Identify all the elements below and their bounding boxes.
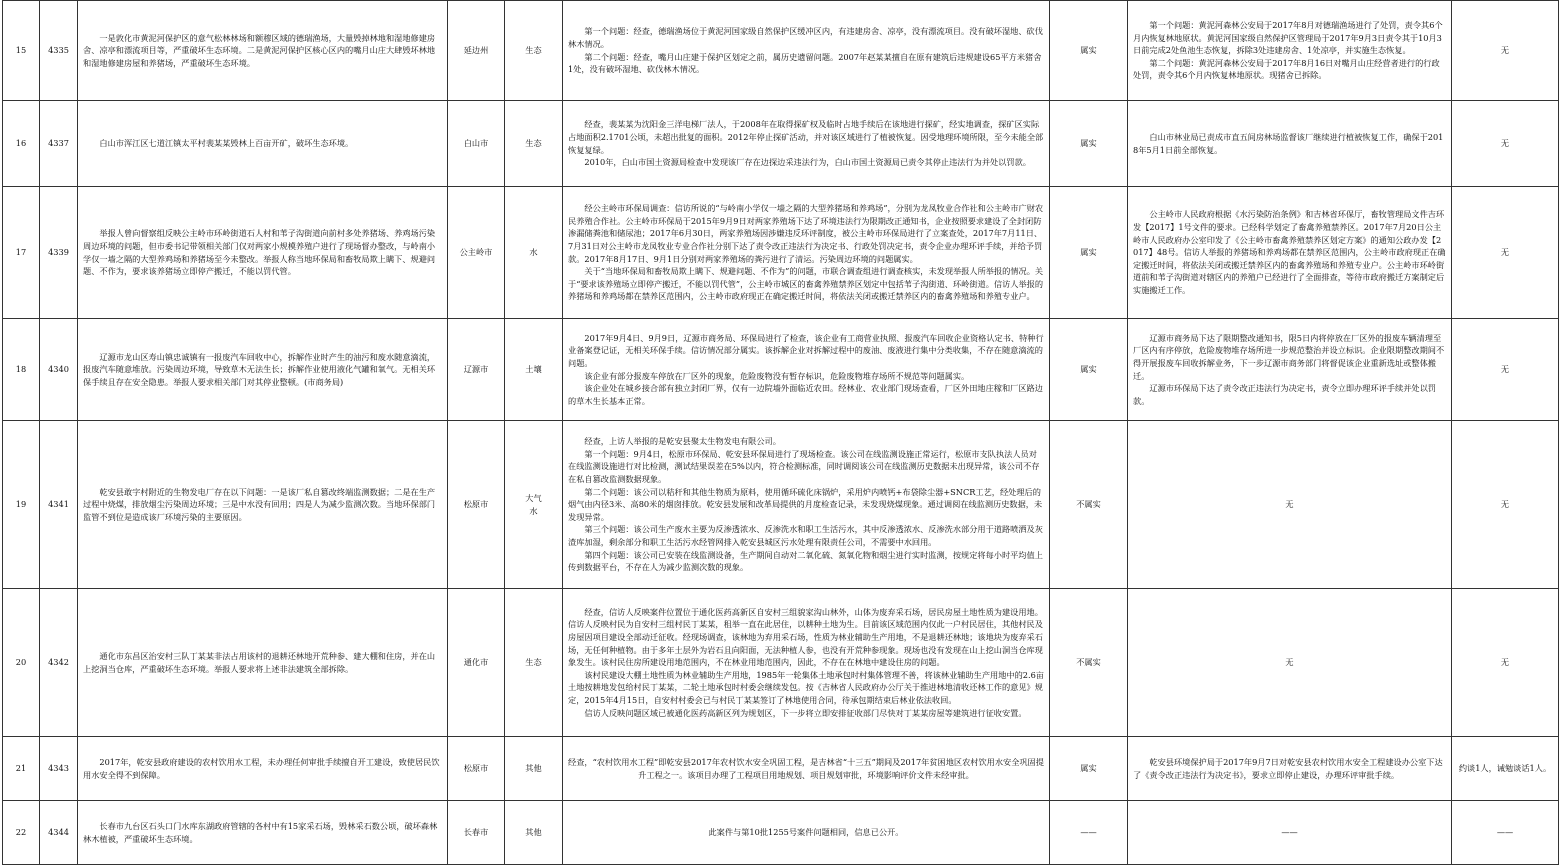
case-number: 4343 xyxy=(40,737,78,801)
investigation-result xyxy=(563,801,1050,865)
complaint-text: 辽源市龙山区寿山镇忠诚镇有一报废汽车回收中心，拆解作业时产生的油污和废水随意滴流，报废汽车随意堆放。污染周边环境，导致草木无法生长；拆解作业使用液化气罐和氧气。无相关环保手续且存在安全隐患。举报人要求相关部门对其停业整顿。(市商务局) xyxy=(83,351,436,387)
handling-result-paragraph: —— xyxy=(1281,827,1298,838)
handling-result-paragraph: 第一个问题：黄泥河森林公安局于2017年8月对德瑞渔场进行了处罚，责令其6个月内恢复林地原状。黄泥河国家级自然保护区管理局于2017年9月3日责令其于10月3日前完成2处鱼池生态恢复，拆除3处违建房舍、1处凉亭，并实施生态恢复。 xyxy=(1133,20,1443,56)
pollution-type: 土壤 xyxy=(505,319,563,421)
complaint-text: 2017年，乾安县政府建设的农村饮用水工程，未办理任何审批手续擅自开工建设，致使居民饮用水安全得不到保障。 xyxy=(83,756,440,780)
region: 辽源市 xyxy=(448,319,505,421)
region: 通化市 xyxy=(448,589,505,737)
pollution-type: 其他 xyxy=(505,801,563,865)
complaint-content xyxy=(78,421,448,589)
investigation-result xyxy=(563,187,1050,319)
handling-result xyxy=(1128,801,1452,865)
investigation-result xyxy=(563,1,1050,101)
handling-result xyxy=(1128,737,1452,801)
handling-result-paragraph: 公主岭市人民政府根据《水污染防治条例》和吉林省环保厅，畜牧管理局文件吉环发【2017】1号文件的要求。已经科学划定了畜禽养殖禁养区。2017年7月20日公主岭市人民政府办公室印发了《公主岭市畜禽养殖禁养区划定方案》的通知公政办发【2017】48号。信访人举报的养猪场和养鸡场都在禁养区范围内，公主岭市政府现正在确定搬迁时间，将依法关闭或搬迁禁养区内的畜禽养殖场和养殖专业户。公主岭市环岭街道前和苇子沟街道对辖区内的养殖户已经进行了全面排查，等待市政府搬迁方案制定后实施搬迁工作。 xyxy=(1133,209,1446,295)
case-number: 4344 xyxy=(40,801,78,865)
table-row xyxy=(3,101,1559,187)
case-number: 4340 xyxy=(40,319,78,421)
complaint-text: 举报人曾向督察组反映公主岭市环岭街道石人村和苇子沟街道向前村多处养猪场、养鸡场污染周边环境的问题，但市委书记带领相关部门仅对两家小规模养殖户进行了现场督办整改，与岭南小学仅一墙之隔的大型养鸡场和养猪场至今未整改。举报人称当地环保局和畜牧局欺上瞒下、规避问题、不作为，要求该养猪场立即停产搬迁，不能以罚代管。 xyxy=(83,228,436,277)
handling-result-paragraph: 第二个问题：黄泥河森林公安局于2017年8月16日对嘴月山庄经营者进行的行政处罚，责令其6个月内恢复林地原状。现猪舍已拆除。 xyxy=(1133,57,1440,81)
accountability: 无 xyxy=(1452,101,1559,187)
case-number: 4337 xyxy=(40,101,78,187)
case-number: 4342 xyxy=(40,589,78,737)
pollution-type: 水 xyxy=(505,187,563,319)
investigation-result-paragraph: 经公主岭市环保局调查：信访所说的“与岭南小学仅一墙之隔的大型养猪场和养鸡场”，分别为龙凤牧业合作社和公主岭市广财农民养殖合作社。公主岭市环保局于2015年9月9日对两家养殖场下达了环境违法行为限期改正通知书，企业按照要求建设了全封闭防渗漏储粪池和储尿池；2017年6月30日，两家养殖场因涉嫌违反环评制度，被公主岭市环保局进行了立案查处，2017年7月11日、7月31日对公主岭市龙凤牧业专业合作社分别下达了责令改正违法行为决定书、行政处罚决定书，责令企业办理环评手续，并给予罚款。2017年8月17日、9月1日分别对两家养殖场的粪污进行了清运。污染周边环境的问题属实。 xyxy=(568,203,1044,264)
investigation-result-paragraph: 该企业处在城乡接合部有独立封闭厂界，仅有一边院墙外面临近农田。经林业、农业部门现场查看，厂区外田地庄稼和厂区路边的草木生长基本正常。 xyxy=(568,383,1043,406)
complaint-content xyxy=(78,187,448,319)
investigation-result-paragraph: 经查，信访人反映案件位置位于通化医药高新区自安村三组貌家沟山林外，山体为废弃采石场，居民房屋土地性质为建设用地。信访人反映村民为自安村三组村民丁某某，租举一直在此居住，以耕种土地为生。目前该区域范围内仅此一户村民居住，其他村民及房屋因项目建设全部动迁征收。经现场调查，该林地为弃用采石场，性质为林业辅助生产用地，不是退耕还林地；该地块为废弃采石场，无任何种植物。由于多年土层外为岩石且向阳面，无法种植人参，也没有开荒种参现象。现场也没有发现在山上挖山洞当仓库现象发生。该村民住房所建设用地范围内，不在林业用地范围内，因此，不存在在林地中建设住房的问题。 xyxy=(568,606,1043,668)
investigation-result-paragraph: 经查，裴某某为沈阳金三洋电梯厂法人，于2008年在取得探矿权及临时占地手续后在该地进行探矿，经实地调查，探矿区实际占地面积2.1701公顷，未超出批复的面积。2012年停止探矿活动，并对该区域进行了植被恢复。因受地理环境所限，至今未能全部恢复复绿。 xyxy=(568,119,1044,155)
handling-result xyxy=(1128,319,1452,421)
investigation-result xyxy=(563,589,1050,737)
complaint-text: 通化市东昌区治安村三队丁某某非法占用该村的退耕还林地开荒种参、建大棚和住房，并在山上挖洞当仓库，严重破坏生态环境。举报人要求将上述非法建筑全部拆除。 xyxy=(83,650,436,674)
investigation-result-paragraph: 第一个问题：经查，德瑞渔场位于黄泥河国家级自然保护区缓冲区内，有违建房舍、凉亭，没有漂流项目。没有破坏湿地、砍伐林木情况。 xyxy=(568,26,1043,49)
verdict: 属实 xyxy=(1050,1,1128,101)
accountability: 无 xyxy=(1452,421,1559,589)
row-index: 20 xyxy=(3,589,40,737)
investigation-result-paragraph: 2010年，白山市国土资源局检查中发现该厂存在边探边采违法行为，白山市国土资源局已责令其停止违法行为并处以罚款。 xyxy=(584,157,1031,168)
row-index: 17 xyxy=(3,187,40,319)
accountability: 无 xyxy=(1452,589,1559,737)
verdict: 属实 xyxy=(1050,187,1128,319)
complaint-content xyxy=(78,589,448,737)
investigation-result-paragraph: 经查，上访人举报的是乾安县聚太生物发电有限公司。 xyxy=(584,436,781,447)
row-index: 22 xyxy=(3,801,40,865)
complaint-content xyxy=(78,319,448,421)
handling-result xyxy=(1128,589,1452,737)
accountability: 无 xyxy=(1452,1,1559,101)
accountability: 约谈1人，诫勉谈话1人。 xyxy=(1452,737,1559,801)
table-row xyxy=(3,319,1559,421)
table-row xyxy=(3,1,1559,101)
handling-result xyxy=(1128,1,1452,101)
complaint-content xyxy=(78,1,448,101)
table-row xyxy=(3,801,1559,865)
complaint-content xyxy=(78,801,448,865)
investigation-result-paragraph: 第三个问题：该公司生产废水主要为反渗透浓水、反渗洗水和职工生活污水，其中反渗透浓水、反渗洗水部分用于道路喷洒及灰渣库加湿，剩余部分和职工生活污水经管网排入乾安县城区污水处理有限责任公司，不需要中水回用。 xyxy=(568,524,1043,547)
investigation-result-paragraph: 第一个问题：9月4日，松原市环保局、乾安县环保局进行了现场检查。该公司在线监测设施正常运行，松原市支队执法人员对在线监测设施进行对比检测，测试结果误差在5%以内，符合检测标准，同时调阅该公司在线监测历史数据未出现异常，该公司不存在私自篡改监测数据现象。 xyxy=(568,448,1040,485)
handling-result-paragraph: 无 xyxy=(1285,657,1294,668)
accountability: —— xyxy=(1452,801,1559,865)
investigation-result-paragraph: 第四个问题：该公司已安装在线监测设备，生产期间自动对二氧化硫、氮氧化物和烟尘进行实时监测，按规定将每小时平均值上传到数据平台，不存在人为减少监测次数的现象。 xyxy=(568,549,1043,573)
investigation-result xyxy=(563,421,1050,589)
case-number: 4341 xyxy=(40,421,78,589)
investigation-result xyxy=(563,737,1050,801)
complaint-text: 长春市九台区石头口门水库东湖政府管辖的各村中有15家采石场，毁林采石数公顷，破坏森林林木植被，严重破坏生态环境。 xyxy=(83,820,438,844)
case-number: 4335 xyxy=(40,1,78,101)
investigation-result-paragraph: 经查，“农村饮用水工程”即乾安县2017年农村饮水安全巩固工程，是吉林省“十三五”期间及2017年贫困地区农村饮用水安全巩固提升工程之一。该项目办理了工程项目用地规划、项目规划审批，环境影响评价文件未经审批。 xyxy=(568,756,1044,780)
pollution-type: 生态 xyxy=(505,1,563,101)
accountability: 无 xyxy=(1452,187,1559,319)
investigation-result xyxy=(563,319,1050,421)
table-row xyxy=(3,421,1559,589)
complaint-text: 乾安县敢字村附近的生物发电厂存在以下问题：一是该厂私自篡改终端监测数据；二是在生产过程中烧煤，排放烟尘污染周边环境；三是中水没有回用；四是人为减少监测次数。当地环保部门监管不到位是造成该厂环境污染的主要原因。 xyxy=(83,486,436,522)
complaint-content xyxy=(78,737,448,801)
verdict: —— xyxy=(1050,801,1128,865)
verdict: 属实 xyxy=(1050,101,1128,187)
pollution-type: 其他 xyxy=(505,737,563,801)
row-index: 19 xyxy=(3,421,40,589)
complaint-text: 白山市浑江区七道江镇太平村裴某某毁林上百亩开矿，破坏生态环境。 xyxy=(99,138,354,149)
region: 延边州 xyxy=(448,1,505,101)
handling-result xyxy=(1128,101,1452,187)
row-index: 21 xyxy=(3,737,40,801)
handling-result-paragraph: 辽源市环保局下达了责令改正违法行为决定书，责令立即办理环评手续并处以罚款。 xyxy=(1133,383,1436,406)
region: 白山市 xyxy=(448,101,505,187)
table-row xyxy=(3,187,1559,319)
case-table xyxy=(2,0,1559,865)
pollution-type: 大气 水 xyxy=(505,421,563,589)
investigation-result-paragraph: 第二个问题：经查，嘴月山庄建于保护区划定之前，属历史遗留问题。2007年赵某某擅自在原有建筑后违规建设65平方米猪舍1处，没有破坏湿地、砍伐林木情况。 xyxy=(568,51,1042,75)
verdict: 不属实 xyxy=(1050,589,1128,737)
region: 松原市 xyxy=(448,737,505,801)
verdict: 不属实 xyxy=(1050,421,1128,589)
investigation-result xyxy=(563,101,1050,187)
investigation-result-paragraph: 第二个问题：该公司以秸秆和其他生物质为原料，使用循环硫化床锅炉，采用炉内喷钙+布袋除尘器+SNCR工艺，经处理后的烟气由内径3米、高80米的烟囱排放。乾安县发展和改革局提供的月度检查记录，未发现烧煤现象。通过调阅在线监测历史数据，未发现异常。 xyxy=(568,486,1043,522)
handling-result xyxy=(1128,187,1452,319)
pollution-type: 生态 xyxy=(505,101,563,187)
handling-result-paragraph: 乾安县环境保护局于2017年9月7日对乾安县农村饮用水安全工程建设办公室下达了《责令改正违法行为决定书》，要求立即停止建设，办理环评审批手续。 xyxy=(1133,756,1443,780)
investigation-result-paragraph: 2017年9月4日、9月9日，辽源市商务局、环保局进行了检查，该企业有工商营业执照、报废汽车回收企业资格认定书、特种行业备案登记证，无相关环保手续。信访情况部分属实。该拆解企业对拆解过程中的废油、废液进行集中分类收集，不存在随意滴流的问题。 xyxy=(568,332,1044,368)
region: 公主岭市 xyxy=(448,187,505,319)
handling-result-paragraph: 无 xyxy=(1285,499,1294,510)
handling-result xyxy=(1128,421,1452,589)
row-index: 15 xyxy=(3,1,40,101)
region: 长春市 xyxy=(448,801,505,865)
pollution-type: 生态 xyxy=(505,589,563,737)
table-row xyxy=(3,737,1559,801)
complaint-text: 一是敦化市黄泥河保护区的意气松林林场和额穆区域的德瑞渔场，大量毁掉林地和湿地修建房舍、凉亭和漂流项目等，严重破坏生态环境。二是黄泥河保护区核心区内的嘴月山庄大肆毁坏林地和湿地修建房屋和养猪场，严重破坏生态环境。 xyxy=(83,32,436,68)
investigation-result-paragraph: 该村民建设大棚土地性质为林业辅助生产用地，1985年一轮集体土地承包时村集体管理不善，将该林业辅助生产用地中的2.6亩土地按耕地发包给村民丁某某，二轮土地承包时村委会继续发包。按《吉林省人民政府办公厅关于推进林地清收还林工作的意见》规定，2015年4月15日，自安村村委会已与村民丁某某签订了林地使用合同，待承包期结束后林业依法收回。 xyxy=(568,669,1044,705)
row-index: 18 xyxy=(3,319,40,421)
investigation-result-paragraph: 此案件与第10批1255号案件问题相同，信息已公开。 xyxy=(708,827,904,838)
investigation-result-paragraph: 关于“当地环保局和畜牧局欺上瞒下、规避问题、不作为”的问题，市联合调查组进行调查核实，未发现举报人所举报的情况。关于“要求该养殖场立即停产搬迁，不能以罚代管”，公主岭市城区的畜禽养殖禁养区划定中包括苇子沟街道、环岭街道。信访人举报的养猪场和养鸡场都在禁养区范围内，公主岭市政府现正在确定搬迁时间，将依法关闭或搬迁禁养区内的畜禽养殖场和养殖专业户。 xyxy=(568,266,1044,302)
handling-result-paragraph: 白山市林业局已责成市直五间房林场监督该厂继续进行植被恢复工作，确保于2018年5月1日前全部恢复。 xyxy=(1133,131,1444,155)
investigation-result-paragraph: 信访人反映问题区域已被通化医药高新区列为规划区，下一步将立即安排征收部门尽快对丁某某房屋等建筑进行征收安置。 xyxy=(584,707,1027,718)
table-row xyxy=(3,589,1559,737)
investigation-result-paragraph: 该企业有部分报废车停放在厂区外的现象，危险废物没有暂存标识，危险废物堆存场所不规范等问题属实。 xyxy=(584,370,970,381)
handling-result-paragraph: 辽源市商务局下达了限期整改通知书，限5日内将停放在厂区外的报废车辆清理至厂区内有序停放，危险废物堆存场所进一步规范整治并设立标识。企业限期整改期间不得开展报废车回收拆解业务，下一步辽源市商务部门将督促该企业重新选址或整体搬迁。 xyxy=(1133,332,1445,381)
verdict: 属实 xyxy=(1050,319,1128,421)
case-number: 4339 xyxy=(40,187,78,319)
accountability: 无 xyxy=(1452,319,1559,421)
row-index: 16 xyxy=(3,101,40,187)
verdict: 属实 xyxy=(1050,737,1128,801)
complaint-content xyxy=(78,101,448,187)
region: 松原市 xyxy=(448,421,505,589)
